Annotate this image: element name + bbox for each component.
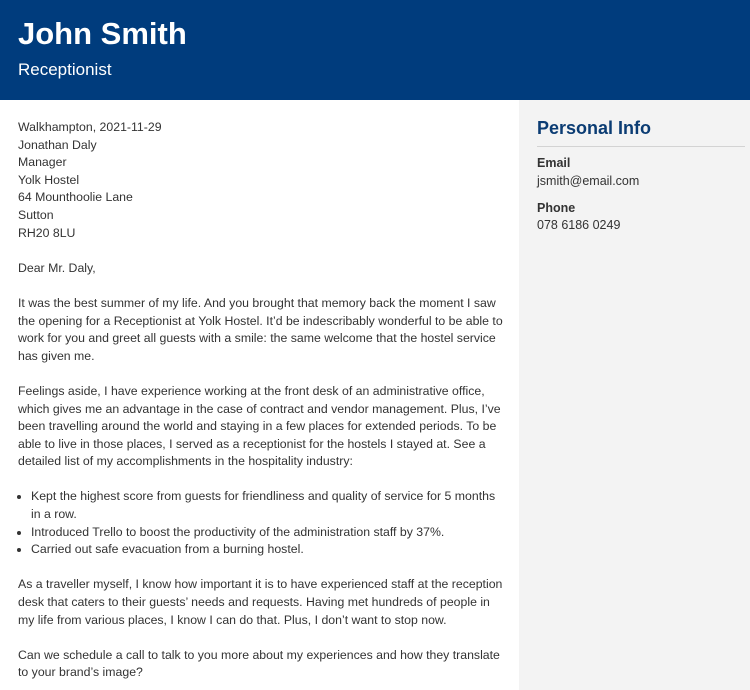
phone-label: Phone: [537, 201, 576, 215]
paragraph-3: As a traveller myself, I know how important it is to have experienced staff at the reception desk that caters to their guests’ needs and requests. Having met hundreds of people in my life from various places, I know I can do that. Plus, I don’t want to stop now.: [18, 577, 503, 627]
letter-body: [18, 119, 503, 682]
job-title: Receptionist: [18, 60, 112, 79]
personal-info-heading: Personal Info: [537, 116, 745, 147]
phone-value: 078 6186 0249: [537, 218, 621, 232]
email-label: Email: [537, 156, 571, 170]
sidebar: [519, 100, 750, 690]
applicant-name: John Smith: [18, 16, 187, 51]
greeting: Dear Mr. Daly,: [18, 260, 96, 275]
postcode: RH20 8LU: [18, 225, 76, 240]
accomplishments-list: [18, 488, 503, 558]
paragraph-1: It was the best summer of my life. And you brought that memory back the moment I saw the opening for a Receptionist at Yolk Hostel. It’d be indescribably wonderful to be able to work for you and greet all guests with a smile: the same welcome that the hostel service has given me.: [18, 295, 503, 363]
recipient-role: Manager: [18, 155, 67, 170]
header: [0, 0, 750, 100]
date-line: Walkhampton, 2021-11-29: [18, 120, 162, 134]
list-item: • Kept the highest score from guests for friendliness and quality of service for 5 months in a row.: [31, 488, 503, 523]
email-value: jsmith@email.com: [537, 174, 640, 188]
list-item: • Introduced Trello to boost the productivity of the administration staff by 37%.: [31, 524, 503, 542]
recipient-address: [18, 119, 503, 242]
list-item: • Carried out safe evacuation from a burning hostel.: [31, 541, 503, 559]
paragraph-2: Feelings aside, I have experience working at the front desk of an administrative office, which gives me an advantage in the case of contract and vendor management. Plus, I’ve been travelling around the world and staying in a few places for extended periods. To be able to live in those places, I served as a receptionist for the hostels I stayed at. See a detailed list of my accomplishments in the hospitality industry:: [18, 383, 501, 469]
city: Sutton: [18, 207, 54, 222]
recipient-name: Jonathan Daly: [18, 137, 97, 152]
paragraph-4: Can we schedule a call to talk to you more about my experiences and how they translate to your brand’s image?: [18, 647, 500, 680]
street-address: 64 Mounthoolie Lane: [18, 190, 133, 205]
company-name: Yolk Hostel: [18, 172, 80, 187]
